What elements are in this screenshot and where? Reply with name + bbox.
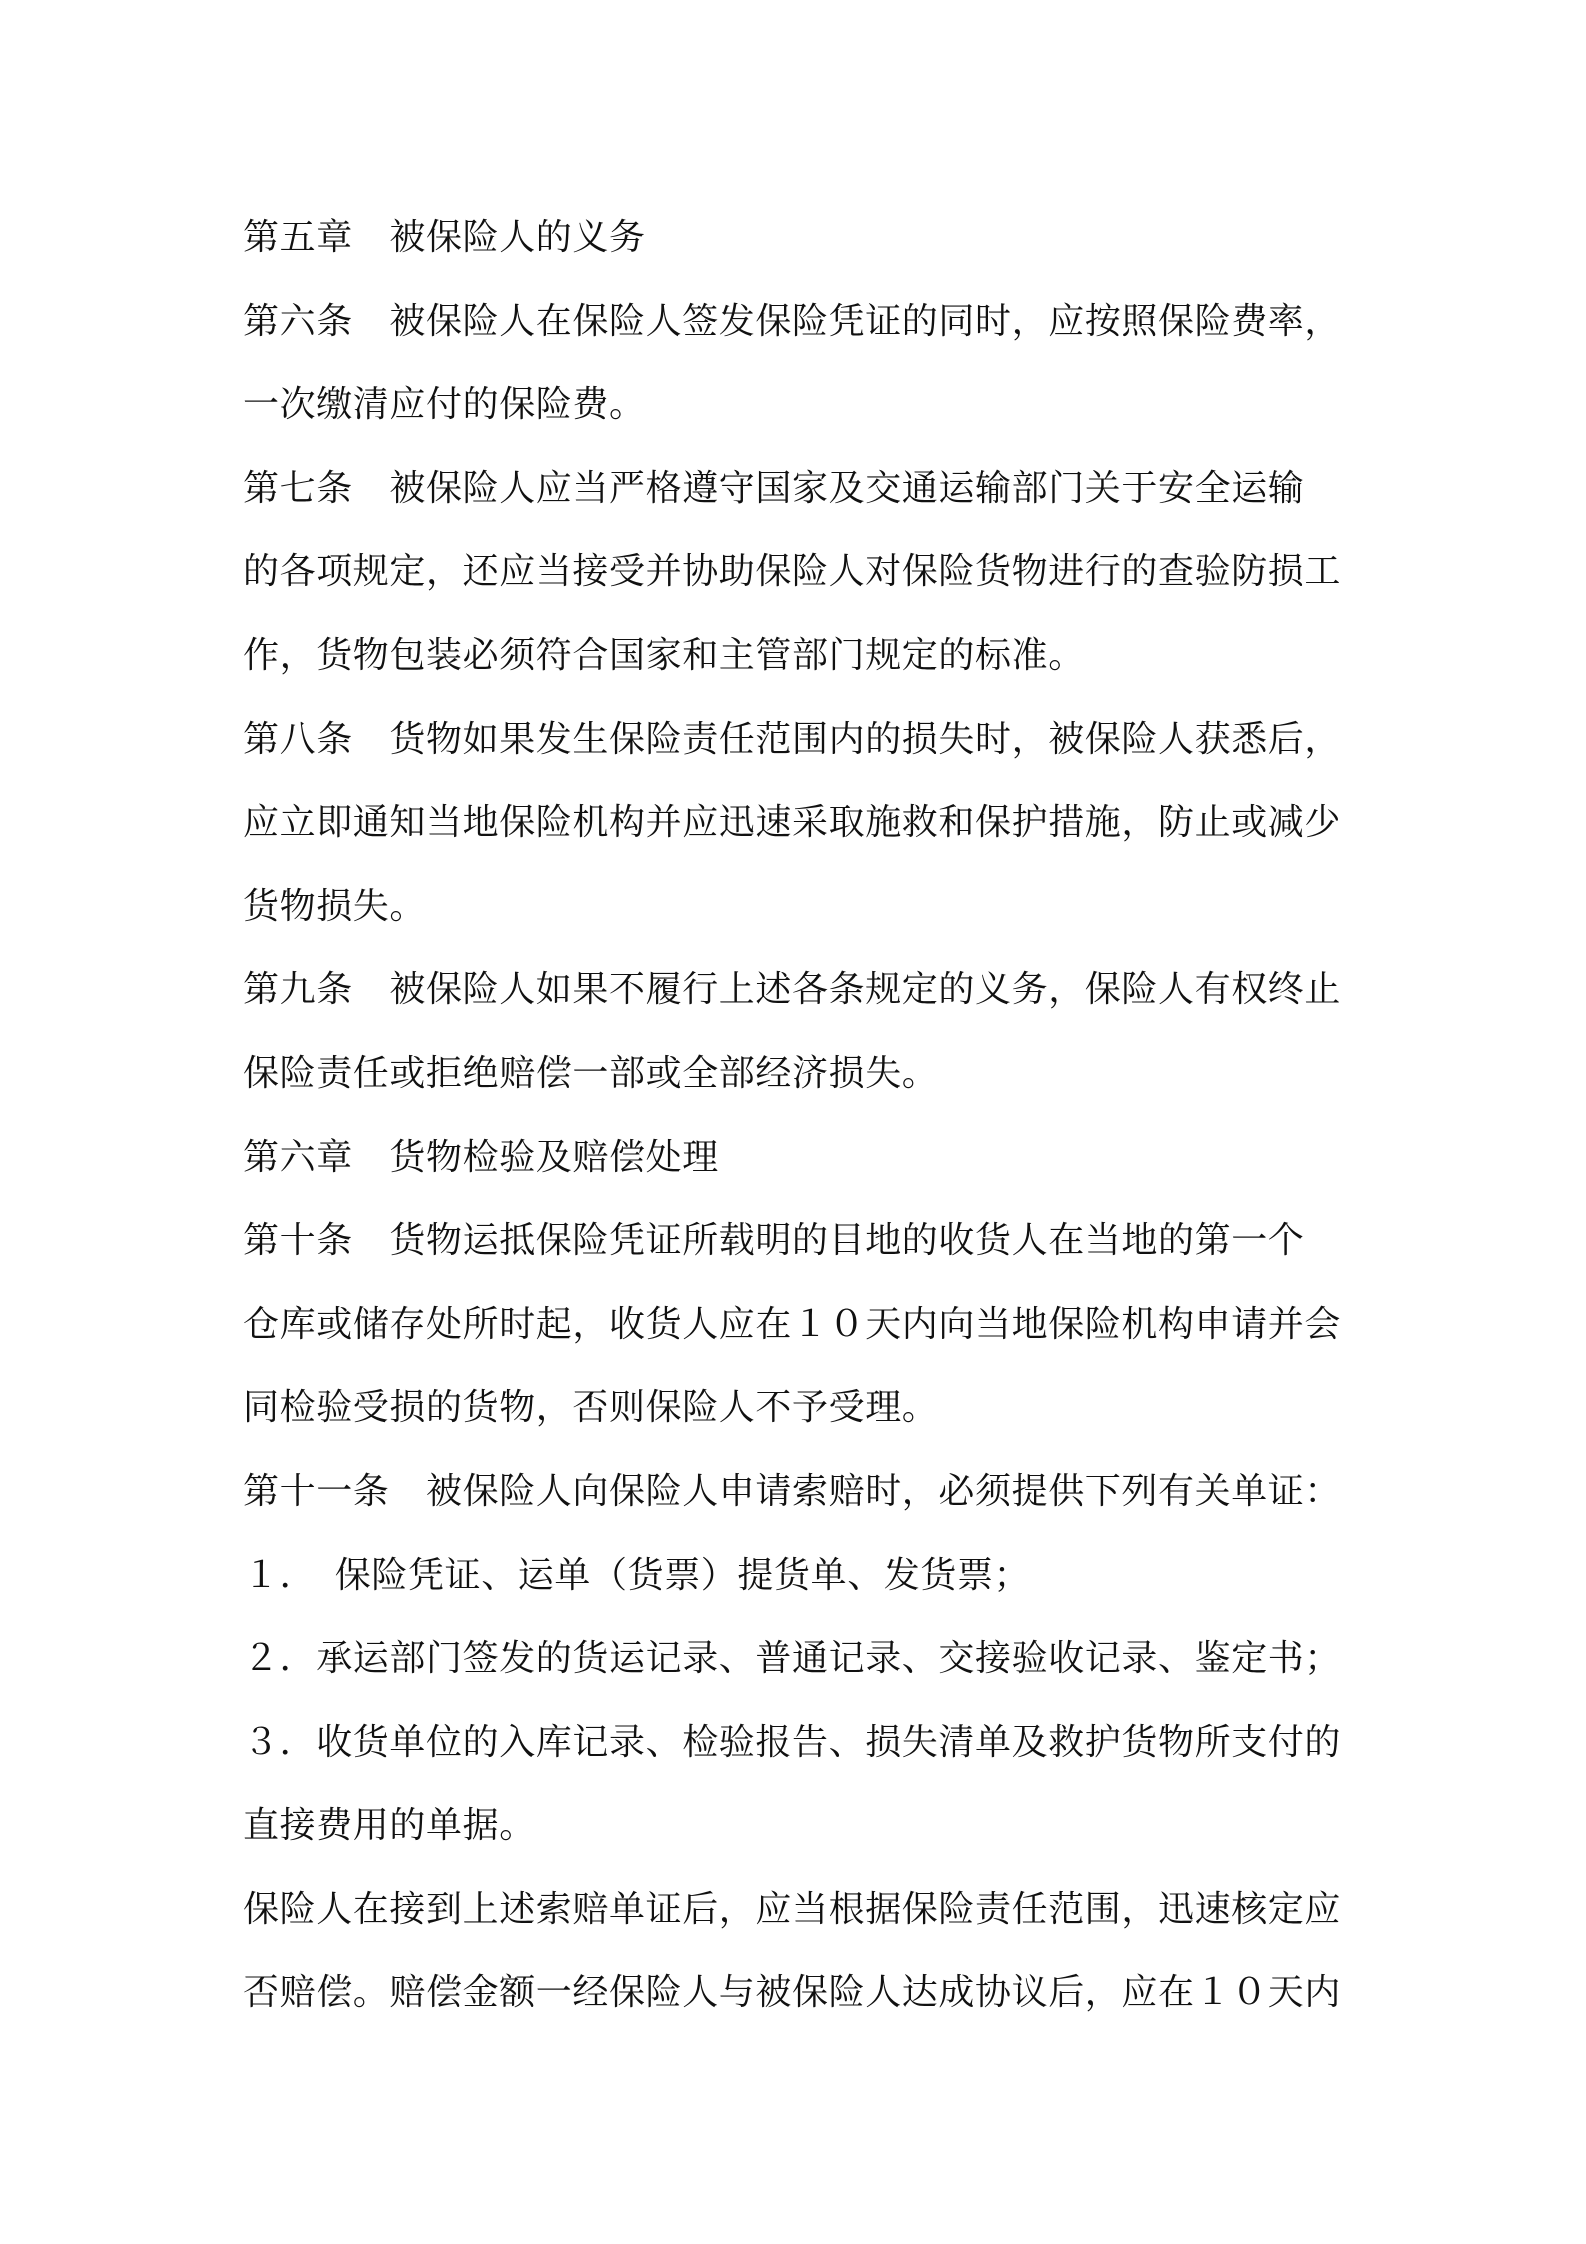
- article-8-line-2: 应立即通知当地保险机构并应迅速采取施救和保护措施，防止或减少: [243, 802, 1342, 844]
- article-7-line-1: 第七条 被保险人应当严格遵守国家及交通运输部门关于安全运输: [243, 467, 1305, 509]
- article-9-line-2: 保险责任或拒绝赔偿一部或全部经济损失。: [243, 1052, 939, 1094]
- chapter-6-heading: 第六章 货物检验及赔偿处理: [243, 1136, 719, 1178]
- article-10-line-3: 同检验受损的货物，否则保险人不予受理。: [243, 1387, 939, 1429]
- article-11-line-1: 第十一条 被保险人向保险人申请索赔时，必须提供下列有关单证：: [243, 1470, 1342, 1512]
- article-10-line-2: 仓库或储存处所时起，收货人应在１０天内向当地保险机构申请并会: [243, 1303, 1342, 1345]
- article-9-line-1: 第九条 被保险人如果不履行上述各条规定的义务，保险人有权终止: [243, 969, 1342, 1011]
- paragraph-line-1: 保险人在接到上述索赔单证后，应当根据保险责任范围，迅速核定应: [243, 1888, 1342, 1930]
- article-7-line-2: 的各项规定，还应当接受并协助保险人对保险货物进行的查验防损工: [243, 551, 1342, 593]
- article-10-line-1: 第十条 货物运抵保险凭证所载明的目地的收货人在当地的第一个: [243, 1220, 1305, 1262]
- article-11-item-2: ２．承运部门签发的货运记录、普通记录、交接验收记录、鉴定书；: [243, 1638, 1342, 1680]
- article-7-line-3: 作，货物包装必须符合国家和主管部门规定的标准。: [243, 634, 1085, 676]
- article-6-line-2: 一次缴清应付的保险费。: [243, 384, 646, 426]
- article-11-item-3-line-1: ３．收货单位的入库记录、检验报告、损失清单及救护货物所支付的: [243, 1721, 1342, 1763]
- chapter-5-heading: 第五章 被保险人的义务: [243, 217, 646, 258]
- article-8-line-1: 第八条 货物如果发生保险责任范围内的损失时，被保险人获悉后，: [243, 718, 1342, 760]
- article-11-item-1: １． 保险凭证、运单（货票）提货单、发货票；: [243, 1554, 1031, 1596]
- paragraph-line-2: 否赔偿。赔偿金额一经保险人与被保险人达成协议后，应在１０天内: [243, 1972, 1342, 2014]
- article-6-line-1: 第六条 被保险人在保险人签发保险凭证的同时，应按照保险费率，: [243, 300, 1342, 342]
- article-8-line-3: 货物损失。: [243, 885, 427, 927]
- article-11-item-3-line-2: 直接费用的单据。: [243, 1805, 536, 1847]
- document-body: [243, 196, 1363, 2035]
